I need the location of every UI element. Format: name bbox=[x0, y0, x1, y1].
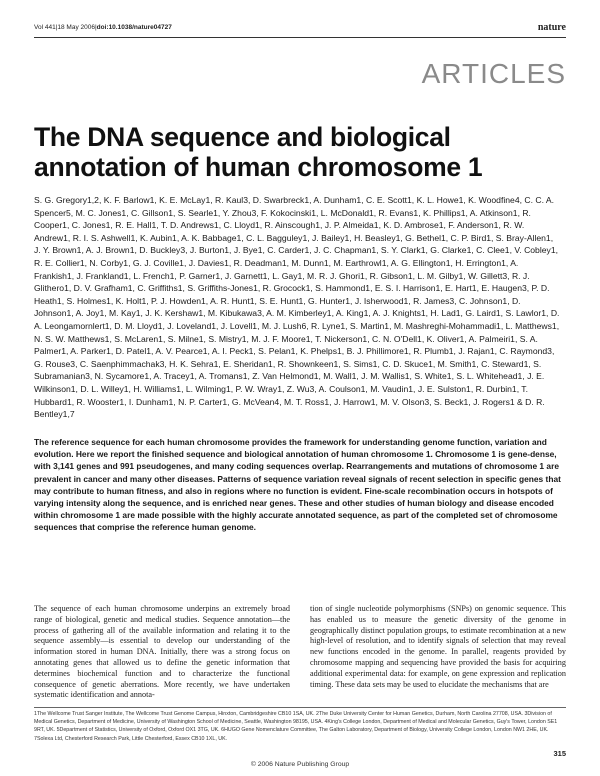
abstract: The reference sequence for each human chromosome provides the framework for understanding genome function, variation and evolution. Here we report the finished sequence and biological annotation of human chromosome 1. Chromosome 1 is gene-dense, with 3,141 genes and 991 pseudogenes, and many coding sequences overlap. Rearrangements and mutations of chromosome 1 are prevalent in cancer and many other diseases. Patterns of sequence variation reveal signals of recent selection in specific genes that may contribute to human fitness, and also in regions where no function is evident. Fine-scale recombination occurs in hotspots of varying intensity along the sequence, and is enriched near genes. These and other studies of human biology and disease encoded within chromosome 1 are made possible with the highly accurate annotated sequence, as part of the completed set of chromosome sequences that comprise the reference human genome. bbox=[34, 437, 561, 533]
header-rule bbox=[34, 37, 566, 38]
footnote-rule bbox=[34, 707, 566, 708]
citation-prefix: Vol 441|18 May 2006| bbox=[34, 24, 97, 31]
page-number: 315 bbox=[553, 749, 566, 758]
affiliation-footnotes: 1The Wellcome Trust Sanger Institute, The Wellcome Trust Genome Campus, Hinxton, Cambridgeshire CB10 1SA, UK. 2The Duke University Center for Human Genetics, Durham, North Carolina 27708, USA. 3Division of Medical Genetics, Department of Medicine, University of Washington School of Medicine, Seattle, Washington 98195, USA. 4King's College London, Department of Medical and Molecular Genetics, Guy's Tower, London SE1 9RT, UK. 5Department of Statistics, University of Oxford, Oxford OX1 3TG, UK. 6HUGO Gene Nomenclature Committee, The Galton Laboratory, Department of Biology, University College London, London NW1 2HE, UK. 7Solexa Ltd, Chesterford Research Park, Little Chesterford, Essex CB10 1XL, UK. bbox=[34, 711, 558, 742]
journal-logo: nature bbox=[537, 22, 566, 33]
citation-line bbox=[34, 24, 172, 31]
body-column-left: The sequence of each human chromosome underpins an extremely broad range of biological, genetic and medical studies. Sequence annotation—the process of gathering all of the available information and relating it to the sequence assembly—is essential to develop our understanding of the information stored in human DNA. Initially, there was a strong focus on annotating genes that allowed us to define the genetic information that determines biochemical function and to characterize the functional consequence of genetic aberrations. More recently, we have undertaken systematic identification and annota- bbox=[34, 604, 290, 700]
author-list: S. G. Gregory1,2, K. F. Barlow1, K. E. McLay1, R. Kaul3, D. Swarbreck1, A. Dunham1, C. E. Scott1, K. L. Howe1, K. Woodfine4, C. C. A. Spencer5, M. C. Jones1, C. Gillson1, S. Searle1, Y. Zhou3, F. Kokocinski1, L. McDonald1, R. Evans1, K. Phillips1, A. Atkinson1, R. Cooper1, C. Jones1, R. E. Hall1, T. D. Andrews1, C. Lloyd1, R. Ainscough1, J. P. Almeida1, K. D. Ambrose1, F. Anderson1, R. W. Andrew1, R. I. S. Ashwell1, K. Aubin1, A. K. Babbage1, C. L. Bagguley1, J. Bailey1, H. Beasley1, G. Bethel1, C. P. Bird1, S. Bray-Allen1, J. Y. Brown1, A. J. Brown1, D. Buckley3, J. Burton1, J. Bye1, C. Carder1, J. C. Chapman1, S. Y. Clark1, G. Clarke1, C. Clee1, V. Cobley1, R. E. Collier1, N. Corby1, G. J. Coville1, J. Davies1, R. Deadman1, M. Dunn1, M. Earthrowl1, A. G. Ellington1, H. Errington1, A. Frankish1, J. Frankland1, L. French1, P. Garner1, J. Garnett1, L. Gay1, M. R. J. Ghori1, R. Gibson1, L. M. Gilby1, W. Gillett3, R. J. Glithero1, D. V. Grafham1, C. Griffiths1, S. Griffiths-Jones1, R. Grocock1, S. Hammond1, E. S. I. Harrison1, E. Hart1, E. Haugen3, P. D. Heath1, S. Holmes1, K. Holt1, P. J. Howden1, A. R. Hunt1, S. E. Hunt1, G. Hunter1, J. Isherwood1, R. James3, C. Johnson1, D. Johnson1, A. Joy1, M. Kay1, J. K. Kershaw1, M. Kibukawa3, A. M. Kimberley1, A. King1, A. J. Knights1, H. Lad1, G. Laird1, S. Lawlor1, D. A. Leongamornlert1, D. M. Lloyd1, J. Loveland1, J. Lovell1, M. J. Lush6, R. Lyne1, S. Martin1, M. Mashreghi-Mohammadi1, L. Matthews1, N. S. W. Matthews1, S. McLaren1, S. Milne1, S. Mistry1, M. J. F. Moore1, T. Nickerson1, C. N. O'Dell1, K. Oliver1, A. Palmeiri1, S. A. Palmer1, A. Parker1, D. Patel1, A. V. Pearce1, A. I. Peck1, S. Pelan1, K. Phelps1, B. J. Phillimore1, R. Plumb1, J. Rajan1, C. Raymond3, G. Rouse3, C. Saenphimmachak3, H. K. Sehra1, E. Sheridan1, R. Shownkeen1, S. Sims1, C. D. Skuce1, M. Smith1, C. Steward1, S. Subramanian3, N. Sycamore1, A. Tracey1, A. Tromans1, Z. Van Helmond1, M. Wall1, J. M. Wallis1, S. White1, S. L. Whitehead1, J. E. Wilkinson1, D. L. Willey1, H. Williams1, L. Wilming1, P. W. Wray1, Z. Wu3, A. Coulson1, M. Vaudin1, J. E. Sulston1, R. Durbin1, T. Hubbard1, R. Wooster1, I. Dunham1, N. P. Carter1, G. McVean4, M. T. Ross1, J. Harrow1, M. V. Olson3, S. Beck1, J. Rogers1 & D. R. Bentley1,7 bbox=[34, 195, 560, 420]
doi-link[interactable]: doi:10.1038/nature04727 bbox=[96, 24, 172, 31]
running-header bbox=[34, 24, 566, 36]
article-title: The DNA sequence and biological annotation of human chromosome 1 bbox=[34, 122, 483, 182]
copyright-line: © 2006 Nature Publishing Group bbox=[250, 761, 350, 768]
section-label: ARTICLES bbox=[421, 58, 566, 89]
body-column-right: tion of single nucleotide polymorphisms (SNPs) on genomic sequence. This has enabled us to measure the genetic diversity of the genome in geographically distinct population groups, to estimate recombination at a new high-level of resolution, and to identify signals of selection that may reveal new functions encoded in the genome. In parallel, reagents provided by chromosome mapping and sequencing have provided the basis for acquiring additional experimental data: for example, on gene expression and replication timing. These data sets may be used to elucidate the mechanisms that are bbox=[310, 604, 566, 689]
